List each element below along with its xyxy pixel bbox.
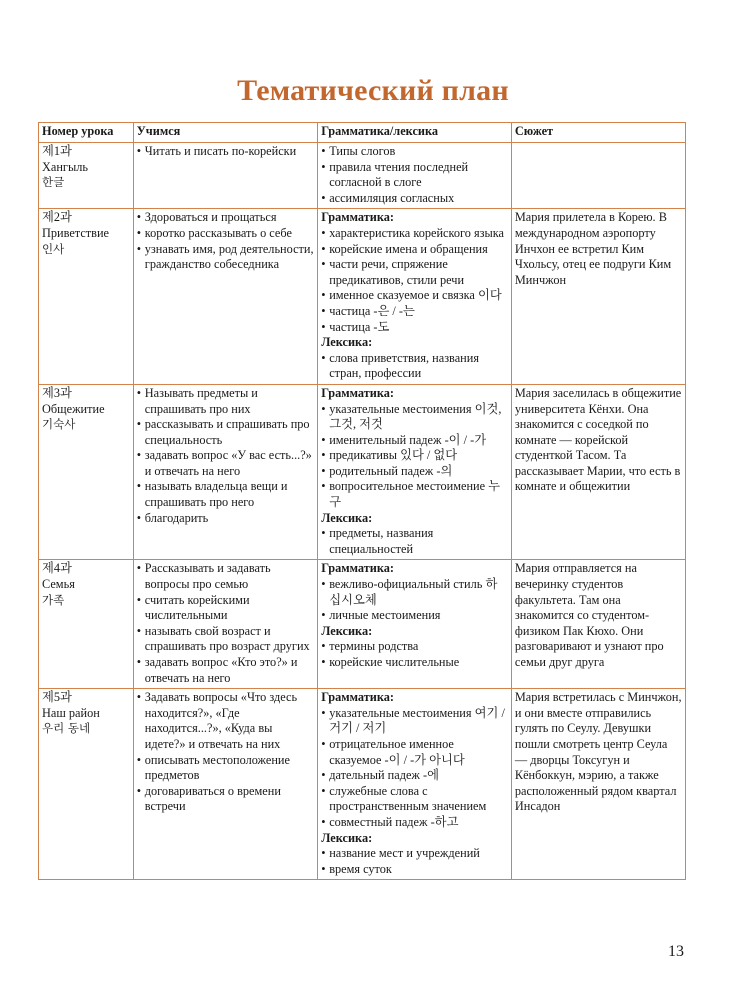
learn-item: • Называть предметы и спрашивать про них <box>137 386 314 417</box>
learn-item: • договариваться о времени встречи <box>137 784 314 815</box>
lesson-title-ru: Наш район <box>42 705 100 720</box>
learn-cell <box>133 560 317 689</box>
grammar-heading: Грамматика: <box>321 210 394 225</box>
grammar-item: • корейские имена и обращения <box>321 242 508 258</box>
grammar-cell <box>318 560 512 689</box>
lexicon-item: • термины родства <box>321 639 508 655</box>
header-plot: Сюжет <box>511 123 685 143</box>
table-row <box>39 560 686 689</box>
lesson-number: 제1과 <box>42 144 72 158</box>
learn-item: • Здороваться и прощаться <box>137 210 314 226</box>
learn-item: • узнавать имя, род деятельности, гражданство собеседника <box>137 242 314 273</box>
learn-item: • описывать местоположение предметов <box>137 753 314 784</box>
lesson-number: 제5과 <box>42 690 72 705</box>
grammar-item: • ассимиляция согласных <box>321 191 508 207</box>
grammar-item: • именительный падеж -이 / -가 <box>321 433 508 449</box>
table-body <box>39 143 686 880</box>
lesson-number: 제3과 <box>42 385 72 400</box>
learn-list <box>137 210 314 272</box>
grammar-item: • правила чтения последней согласной в слоге <box>321 160 508 191</box>
lesson-title-ru: Семья <box>42 577 75 592</box>
lexicon-list <box>321 351 508 382</box>
grammar-item: • служебные слова с пространственным значением <box>321 784 508 815</box>
learn-item: • Задавать вопросы «Что здесь находится?», «Где находится...?», «Куда вы идете?» и отвечать на них <box>137 690 314 752</box>
table-row <box>39 209 686 385</box>
grammar-list <box>321 577 508 624</box>
lexicon-list <box>321 639 508 670</box>
grammar-item: • предикативы 있다 / 없다 <box>321 448 508 464</box>
lexicon-heading: Лексика: <box>321 830 373 845</box>
lesson-cell <box>39 143 134 209</box>
learn-item: • называть свой возраст и спрашивать про возраст других <box>137 624 314 655</box>
grammar-item: • дательный падеж -에 <box>321 768 508 784</box>
learn-item: • называть владельца вещи и спрашивать про него <box>137 479 314 510</box>
grammar-cell <box>318 209 512 385</box>
learn-cell <box>133 689 317 880</box>
lexicon-item: • корейские числительные <box>321 655 508 671</box>
grammar-list <box>321 144 508 206</box>
grammar-item: • частица -도 <box>321 320 508 336</box>
grammar-item: • характеристика корейского языка <box>321 226 508 242</box>
lesson-number: 제2과 <box>42 210 72 225</box>
learn-item: • задавать вопрос «У вас есть...?» и отвечать на него <box>137 448 314 479</box>
learn-list <box>137 386 314 526</box>
grammar-list <box>321 706 508 831</box>
grammar-cell <box>318 384 512 560</box>
table-row <box>39 689 686 880</box>
lesson-cell <box>39 384 134 560</box>
lexicon-item: • время суток <box>321 862 508 878</box>
plot-cell <box>511 143 685 209</box>
lesson-title-ko: 한글 <box>42 175 65 190</box>
lesson-cell <box>39 209 134 385</box>
lesson-title-ru: Приветствие <box>42 225 110 240</box>
grammar-cell <box>318 689 512 880</box>
header-lesson-number: Номер урока <box>39 123 134 143</box>
learn-list <box>137 690 314 815</box>
lesson-title-ko: 가족 <box>42 592 65 607</box>
learn-item: • рассказывать и спрашивать про специальность <box>137 417 314 448</box>
grammar-item: • именное сказуемое и связка 이다 <box>321 288 508 304</box>
thematic-plan-table <box>38 122 686 880</box>
learn-cell <box>133 209 317 385</box>
lesson-cell <box>39 689 134 880</box>
grammar-list <box>321 226 508 335</box>
table-row <box>39 384 686 560</box>
grammar-item: • части речи, спряжение предикативов, стили речи <box>321 257 508 288</box>
grammar-item: • родительный падеж -의 <box>321 464 508 480</box>
lexicon-heading: Лексика: <box>321 510 373 525</box>
learn-item: • задавать вопрос «Кто это?» и отвечать на него <box>137 655 314 686</box>
lexicon-heading: Лексика: <box>321 335 373 350</box>
plot-cell: Мария прилетела в Корею. В международном аэропорту Инчхон ее встретил Ким Чхольсу, отец ее подруги Ким Минчжон <box>511 209 685 385</box>
lesson-cell <box>39 560 134 689</box>
grammar-heading: Грамматика: <box>321 385 394 400</box>
learn-item: • благодарить <box>137 511 314 527</box>
page-number: 13 <box>668 943 684 960</box>
page-title: Тематический план <box>237 74 509 107</box>
learn-item: • Читать и писать по-корейски <box>137 144 314 160</box>
plot-cell: Мария заселилась в общежитие университета Кёнхи. Она знакомится с соседкой по комнате — корейской студенткой Тасом. Та рассказывает Марии, что есть в комнате и общежитии <box>511 384 685 560</box>
learn-item: • считать корейскими числительными <box>137 593 314 624</box>
table-row <box>39 143 686 209</box>
grammar-item: • совместный падеж -하고 <box>321 815 508 831</box>
grammar-item: • отрицательное именное сказуемое -이 / -가 아니다 <box>321 737 508 768</box>
lesson-title-ko: 인사 <box>42 241 65 256</box>
lesson-title-ru: Общежитие <box>42 401 105 416</box>
learn-cell <box>133 143 317 209</box>
grammar-list <box>321 402 508 511</box>
grammar-item: • частица -은 / -는 <box>321 304 508 320</box>
lesson-title-ru: Хангыль <box>42 159 88 174</box>
table-header-row <box>39 123 686 143</box>
grammar-item: • личные местоимения <box>321 608 508 624</box>
lesson-title-ko: 기숙사 <box>42 417 76 432</box>
lexicon-list <box>321 526 508 557</box>
lexicon-item: • слова приветствия, названия стран, профессии <box>321 351 508 382</box>
learn-cell <box>133 384 317 560</box>
lexicon-list <box>321 846 508 877</box>
header-learn: Учимся <box>133 123 317 143</box>
lexicon-item: • название мест и учреждений <box>321 846 508 862</box>
grammar-item: • вежливо-официальный стиль 하십시오체 <box>321 577 508 608</box>
plot-cell: Мария встретилась с Минчжон, и они вместе отправились гулять по Сеулу. Девушки пошли смотреть центр Сеула — дворцы Токсугун и Кёнбоккун, мэрию, а также расположенный рядом квартал Инсадон <box>511 689 685 880</box>
lesson-title-ko: 우리 동네 <box>42 721 91 736</box>
grammar-cell <box>318 143 512 209</box>
learn-item: • коротко рассказывать о себе <box>137 226 314 242</box>
lesson-number: 제4과 <box>42 561 72 576</box>
learn-list <box>137 561 314 686</box>
header-grammar: Грамматика/лексика <box>318 123 512 143</box>
grammar-item: • указательные местоимения 이것, 그것, 저것 <box>321 402 508 433</box>
learn-list <box>137 144 314 160</box>
grammar-item: • указательные местоимения 여기 / 거기 / 저기 <box>321 706 508 737</box>
lexicon-heading: Лексика: <box>321 623 373 638</box>
grammar-item: • вопросительное местоимение 누구 <box>321 479 508 510</box>
grammar-heading: Грамматика: <box>321 690 394 705</box>
grammar-heading: Грамматика: <box>321 561 394 576</box>
grammar-item: • Типы слогов <box>321 144 508 160</box>
plot-cell: Мария отправляется на вечеринку студентов факультета. Там она знакомится со студентом-физиком Пак Кюхо. Они разговаривают и узнают про семьи друг друга <box>511 560 685 689</box>
lexicon-item: • предметы, названия специальностей <box>321 526 508 557</box>
learn-item: • Рассказывать и задавать вопросы про семью <box>137 561 314 592</box>
